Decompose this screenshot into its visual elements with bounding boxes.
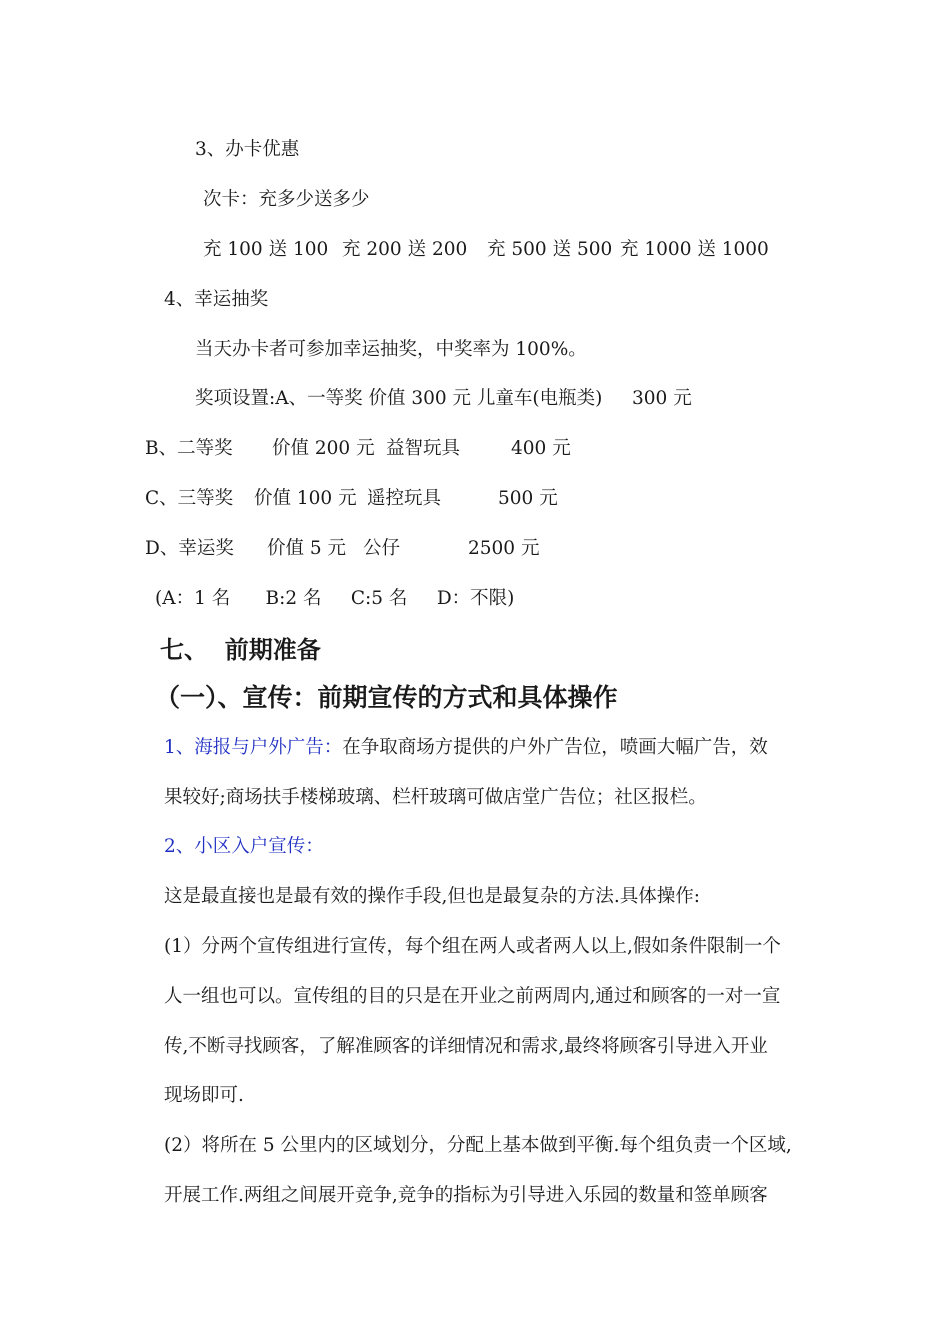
recharge-option-3: 充 500 送 500 — [487, 239, 613, 260]
paragraph-1-line-1: (1）分两个宣传组进行宣传，每个组在两人或者两人以上,假如条件限制一个 — [164, 936, 781, 957]
poster-item-line-1 — [164, 735, 768, 761]
poster-item-label: 1、海报与户外广告： — [164, 737, 343, 758]
prize-c-label: C、三等奖 — [145, 488, 234, 509]
poster-item-text: 在争取商场方提供的户外广告位，喷画大幅广告，效 — [342, 737, 768, 758]
paragraph-2-line-2: 开展工作.两组之间展开竞争,竞争的指标为引导进入乐园的数量和签单顾客 — [164, 1185, 768, 1206]
recharge-option-4: 充 1000 送 1000 — [620, 239, 769, 260]
lottery-title: 4、幸运抽奖 — [164, 289, 269, 310]
card-offer-title: 3、办卡优惠 — [195, 139, 300, 160]
community-intro: 这是最直接也是最有效的操作手段,但也是最复杂的方法.具体操作: — [164, 886, 700, 907]
prize-b-quantity: 400 元 — [511, 438, 571, 459]
prize-c-quantity: 500 元 — [498, 488, 558, 509]
prize-a-quantity: 300 元 — [632, 388, 692, 409]
paragraph-1-line-3: 传,不断寻找顾客，了解准顾客的详细情况和需求,最终将顾客引导进入开业 — [164, 1036, 768, 1057]
paragraph-2-line-1: (2）将所在 5 公里内的区域划分，分配上基本做到平衡.每个组负责一个区域, — [164, 1135, 792, 1156]
section-7-heading: 七、 前期准备 — [160, 636, 321, 664]
times-card-line: 次卡：充多少送多少 — [203, 189, 370, 210]
recharge-option-1: 充 100 送 100 — [203, 239, 329, 260]
subsection-1-heading: （一）、宣传：前期宣传的方式和具体操作 — [155, 683, 618, 712]
prize-c-value: 价值 100 元 — [254, 488, 357, 509]
paragraph-1-line-2: 人一组也可以。宣传组的目的只是在开业之前两周内,通过和顾客的一对一宣 — [164, 986, 781, 1007]
prize-c-item: 遥控玩具 — [367, 488, 442, 509]
paragraph-1-line-4: 现场即可. — [164, 1085, 244, 1106]
recharge-option-2: 充 200 送 200 — [342, 239, 468, 260]
prize-d-item: 公仔 — [363, 538, 401, 559]
prize-d-value: 价值 5 元 — [267, 538, 347, 559]
prize-b-label: B、二等奖 — [145, 438, 233, 459]
poster-item-line-2: 果较好;商场扶手楼梯玻璃、栏杆玻璃可做店堂广告位；社区报栏。 — [164, 787, 707, 808]
prize-quota: (A：1 名 B:2 名 C:5 名 D：不限) — [155, 588, 515, 609]
community-item-label: 2、小区入户宣传： — [164, 836, 324, 857]
prize-b-item: 益智玩具 — [386, 438, 461, 459]
prize-b-value: 价值 200 元 — [272, 438, 375, 459]
lottery-description: 当天办卡者可参加幸运抽奖，中奖率为 100%。 — [195, 339, 587, 360]
prize-d-label: D、幸运奖 — [145, 538, 234, 559]
prize-d-quantity: 2500 元 — [468, 538, 540, 559]
prize-a-line: 奖项设置:A、一等奖 价值 300 元 儿童车(电瓶类) — [195, 388, 603, 409]
